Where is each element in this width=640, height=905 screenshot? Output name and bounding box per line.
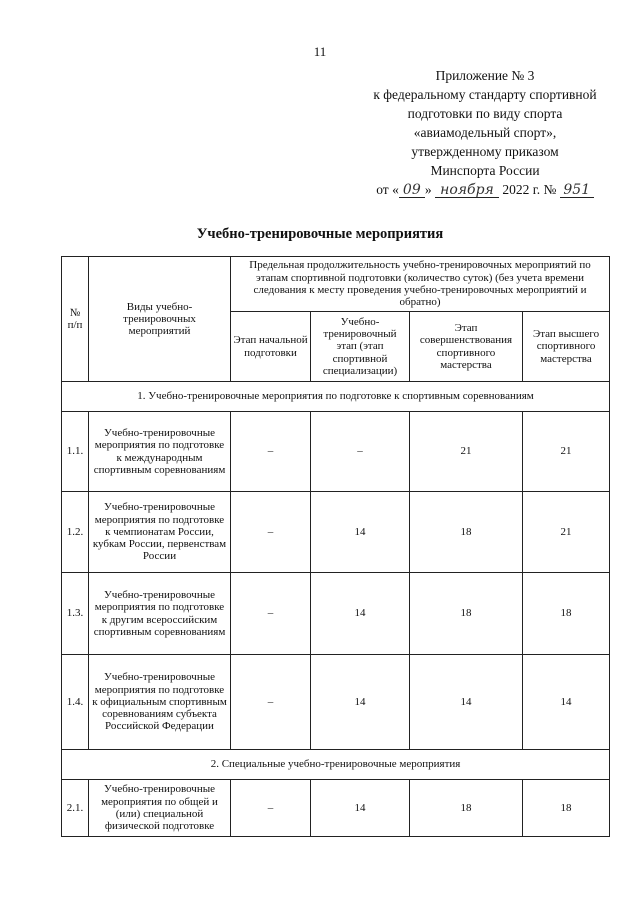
row-value: 18	[410, 492, 523, 573]
row-number: 1.4.	[62, 655, 89, 750]
annex-line: подготовки по виду спорта	[407, 106, 563, 121]
annex-line: «авиамодельный спорт»,	[413, 125, 557, 140]
row-value: 18	[410, 573, 523, 655]
row-value: 14	[311, 573, 410, 655]
order-number: 951	[560, 183, 594, 198]
table-row	[62, 573, 610, 655]
table-row	[62, 412, 610, 492]
row-value: –	[231, 492, 311, 573]
row-value: –	[231, 655, 311, 750]
annex-line: утвержденному приказом	[411, 144, 559, 159]
row-value: 14	[311, 655, 410, 750]
row-number: 1.3.	[62, 573, 89, 655]
table-row	[62, 780, 610, 837]
row-value: 18	[410, 780, 523, 837]
header-stage-training: Учебно-тренировочный этап (этап спортивной специализации)	[311, 312, 410, 382]
row-value: –	[231, 412, 311, 492]
annex-date-line	[340, 180, 630, 199]
row-number: 1.2.	[62, 492, 89, 573]
row-number: 2.1.	[62, 780, 89, 837]
section-heading: 2. Специальные учебно-тренировочные мероприятия	[62, 750, 610, 780]
row-value: –	[311, 412, 410, 492]
header-duration: Предельная продолжительность учебно-тренировочных мероприятий по этапам спортивной подготовки (количество суток) (без учета времени следования к месту проведения учебно-тренировочных мероприятий и обратно)	[231, 257, 610, 312]
row-value: –	[231, 780, 311, 837]
annex-line: к федеральному стандарту спортивной	[373, 87, 597, 102]
header-stage-improvement: Этап совершенствования спортивного мастерства	[410, 312, 523, 382]
table-row	[62, 492, 610, 573]
row-name: Учебно-тренировочные мероприятия по подготовке к официальным спортивным соревнованиям субъекта Российской Федерации	[89, 655, 231, 750]
date-month: ноября	[435, 183, 499, 198]
row-value: 14	[311, 492, 410, 573]
page-number: 11	[313, 44, 327, 59]
row-value: 18	[523, 780, 610, 837]
row-value: 14	[311, 780, 410, 837]
date-prefix: от «	[376, 182, 399, 197]
table-row	[62, 655, 610, 750]
document-title: Учебно-тренировочные мероприятия	[196, 226, 444, 242]
row-value: –	[231, 573, 311, 655]
row-name: Учебно-тренировочные мероприятия по подготовке к международным спортивным соревнованиям	[89, 412, 231, 492]
row-name: Учебно-тренировочные мероприятия по общей и (или) специальной физической подготовке	[89, 780, 231, 837]
header-stage-initial: Этап начальной подготовки	[231, 312, 311, 382]
annex-line: Приложение № 3	[435, 68, 535, 83]
annex-line: Минспорта России	[430, 163, 540, 178]
row-name: Учебно-тренировочные мероприятия по подготовке к другим всероссийским спортивным соревнованиям	[89, 573, 231, 655]
date-year: 2022 г. №	[502, 182, 557, 197]
date-sep: »	[424, 182, 432, 197]
training-events-table	[61, 256, 610, 837]
header-num: № п/п	[62, 257, 89, 382]
row-value: 21	[410, 412, 523, 492]
row-value: 21	[523, 492, 610, 573]
row-value: 21	[523, 412, 610, 492]
row-value: 18	[523, 573, 610, 655]
row-value: 14	[523, 655, 610, 750]
annex-block	[340, 66, 630, 199]
row-value: 14	[410, 655, 523, 750]
row-name: Учебно-тренировочные мероприятия по подготовке к чемпионатам России, кубкам России, первенствам России	[89, 492, 231, 573]
section-heading: 1. Учебно-тренировочные мероприятия по подготовке к спортивным соревнованиям	[62, 382, 610, 412]
header-types: Виды учебно-тренировочных мероприятий	[89, 257, 231, 382]
row-number: 1.1.	[62, 412, 89, 492]
date-day: 09	[399, 183, 425, 198]
header-stage-higher: Этап высшего спортивного мастерства	[523, 312, 610, 382]
